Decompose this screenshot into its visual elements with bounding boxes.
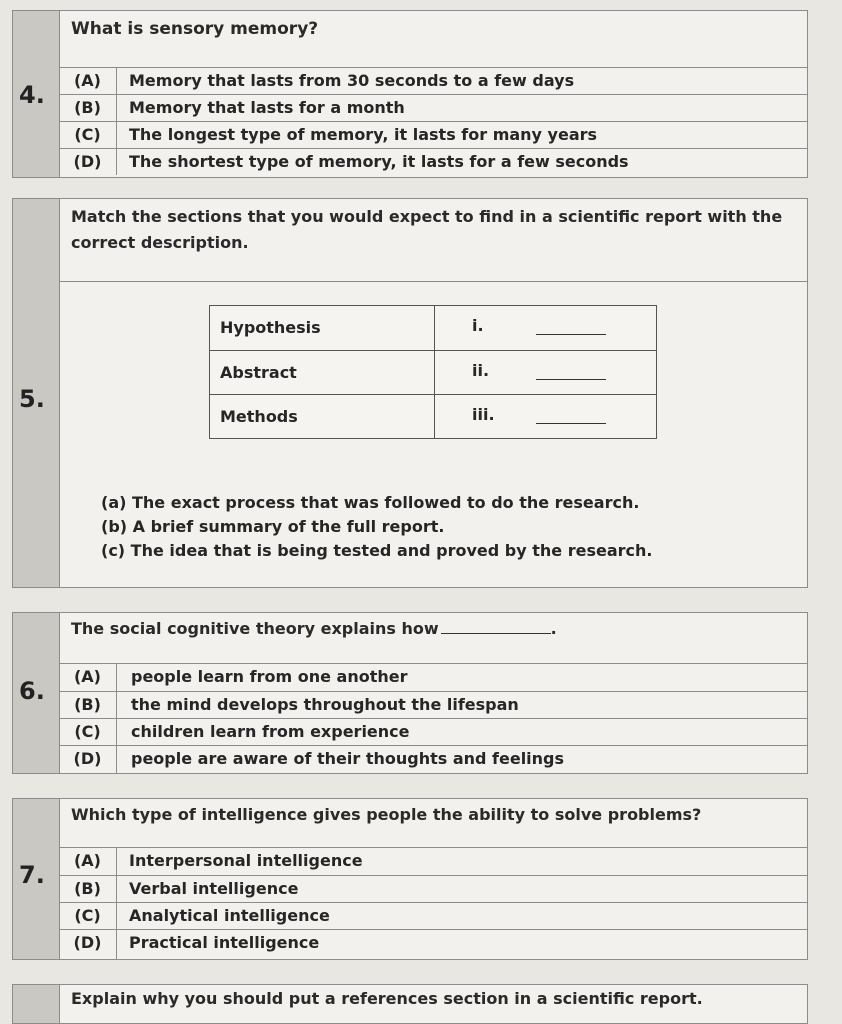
option-text: people are aware of their thoughts and feelings: [131, 749, 565, 768]
answer-blank[interactable]: [536, 423, 606, 424]
option-row: [59, 663, 807, 691]
section-name: Hypothesis: [220, 318, 321, 337]
column-divider: [434, 395, 435, 439]
question-4-block: [12, 10, 808, 178]
question-text: What is sensory memory?: [71, 19, 319, 39]
option-row: [59, 67, 807, 94]
question-number: 6.: [19, 677, 45, 705]
option-letter: (D): [59, 746, 117, 773]
question-7-block: [12, 798, 808, 960]
answer-blank[interactable]: [536, 334, 606, 335]
instruction-line-2: correct description.: [71, 233, 249, 252]
option-text: Practical intelligence: [129, 933, 320, 952]
question-emphasis: why: [142, 989, 180, 1008]
option-text: The longest type of memory, it lasts for many years: [129, 125, 598, 144]
roman-numeral: ii.: [472, 361, 490, 380]
option-letter: (C): [59, 719, 117, 745]
option-text: The shortest type of memory, it lasts for a few seconds: [129, 152, 629, 171]
option-row: [59, 121, 807, 148]
option-row: [59, 875, 807, 902]
option-letter: (A): [59, 68, 117, 94]
option-text: Interpersonal intelligence: [129, 851, 363, 870]
instruction-line-1: Match the sections that you would expect to find in a scientific report with the: [71, 207, 783, 226]
column-divider: [434, 351, 435, 395]
option-letter: (B): [59, 876, 117, 902]
matching-table: [209, 305, 657, 439]
option-text: Memory that lasts for a month: [129, 98, 405, 117]
option-row: [59, 691, 807, 718]
question-8-block: [12, 984, 808, 1024]
option-text: children learn from experience: [131, 722, 410, 741]
section-name: Abstract: [220, 363, 297, 382]
question-5-block: [12, 198, 808, 588]
description-c: (c) The idea that is being tested and proved by the research.: [101, 541, 653, 560]
section-name: Methods: [220, 407, 298, 426]
option-letter: (D): [59, 149, 117, 175]
option-letter: (A): [59, 848, 117, 875]
matching-row: [210, 394, 656, 439]
matching-row: [210, 350, 656, 395]
description-b: (b) A brief summary of the full report.: [101, 517, 445, 536]
option-text: Verbal intelligence: [129, 879, 299, 898]
matching-row: [210, 306, 656, 350]
question-text: [71, 989, 703, 1008]
option-row: [59, 745, 807, 773]
option-row: [59, 847, 807, 875]
roman-numeral: iii.: [472, 405, 495, 424]
description-a: (a) The exact process that was followed to do the research.: [101, 493, 640, 512]
question-number: 7.: [19, 861, 45, 889]
question-stem: The social cognitive theory explains how: [71, 619, 439, 638]
option-letter: (B): [59, 95, 117, 121]
question-post: you should put a references section in a scientific report.: [179, 989, 703, 1008]
question-text: Which type of intelligence gives people the ability to solve problems?: [71, 805, 702, 824]
option-text: Memory that lasts from 30 seconds to a few days: [129, 71, 575, 90]
question-6-block: [12, 612, 808, 774]
answer-blank[interactable]: [441, 633, 551, 634]
option-letter: (A): [59, 664, 117, 691]
roman-numeral: i.: [472, 316, 484, 335]
question-number: 5.: [19, 385, 45, 413]
option-row: [59, 148, 807, 175]
question-number: 4.: [19, 81, 45, 109]
option-letter: (C): [59, 122, 117, 148]
option-row: [59, 929, 807, 959]
question-end: .: [550, 619, 557, 638]
column-divider: [434, 306, 435, 350]
divider: [59, 281, 807, 282]
answer-blank[interactable]: [536, 379, 606, 380]
option-row: [59, 718, 807, 745]
option-letter: (B): [59, 692, 117, 718]
option-row: [59, 94, 807, 121]
option-text: the mind develops throughout the lifespan: [131, 695, 519, 714]
number-column: [13, 985, 60, 1023]
option-text: people learn from one another: [131, 667, 408, 686]
option-row: [59, 902, 807, 929]
option-letter: (D): [59, 930, 117, 959]
option-letter: (C): [59, 903, 117, 929]
option-text: Analytical intelligence: [129, 906, 330, 925]
question-text: [71, 619, 557, 638]
question-pre: Explain: [71, 989, 143, 1008]
